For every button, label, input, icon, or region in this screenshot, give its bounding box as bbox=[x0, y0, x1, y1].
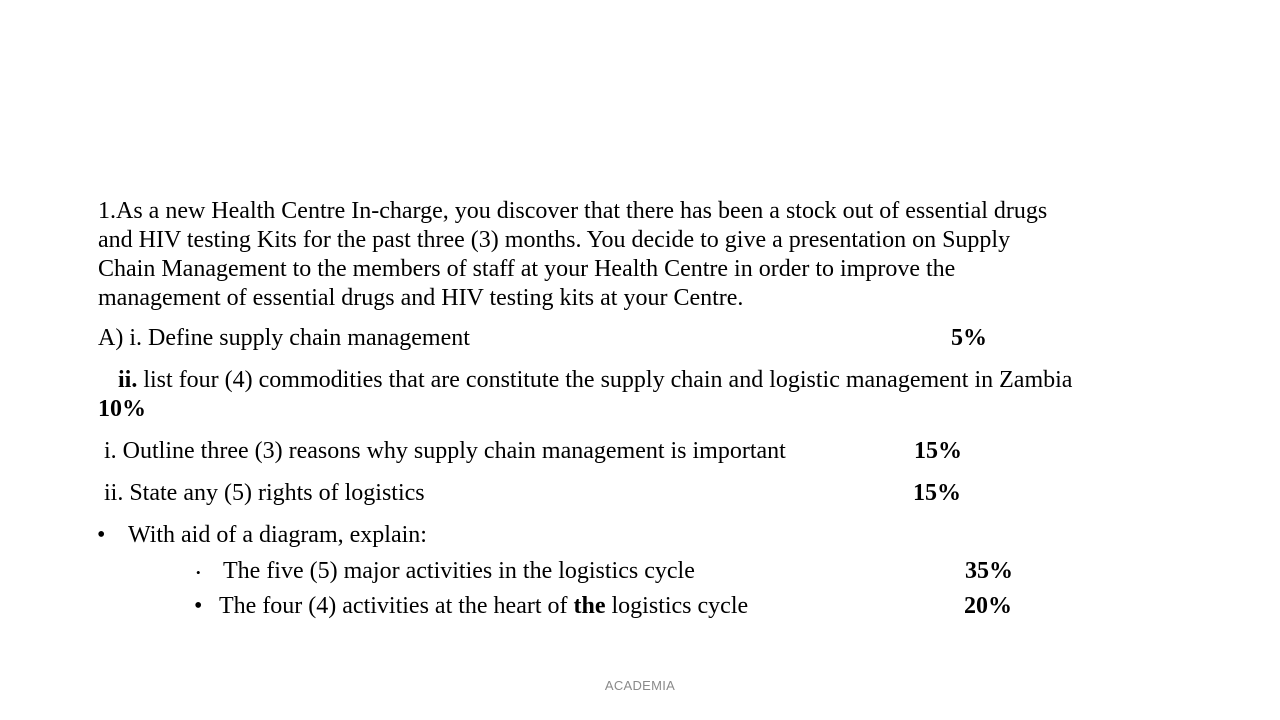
question-intro bbox=[98, 197, 1178, 313]
question-b-i-marks: 15% bbox=[914, 438, 962, 464]
intro-line: management of essential drugs and HIV testing kits at your Centre. bbox=[98, 285, 744, 311]
intro-line: Chain Management to the members of staff at your Health Centre in order to improve the bbox=[98, 256, 956, 282]
bullet: • bbox=[194, 593, 203, 619]
question-c-sub-2-bold: the bbox=[573, 593, 606, 619]
question-c-sub-2-marks: 20% bbox=[964, 593, 1012, 619]
question-b-ii-marks: 15% bbox=[913, 480, 961, 506]
question-b-i: i. Outline three (3) reasons why supply chain management is important bbox=[104, 438, 786, 464]
question-a-i-marks: 5% bbox=[951, 325, 987, 351]
intro-line: 1.As a new Health Centre In-charge, you discover that there has been a stock out of essential drugs bbox=[98, 198, 1048, 224]
watermark: ACADEMIA bbox=[604, 678, 676, 693]
bullet: • bbox=[97, 522, 106, 548]
question-c-sub-1-marks: 35% bbox=[965, 558, 1013, 584]
question-a-ii-marks: 10% bbox=[98, 396, 146, 422]
question-a-ii-text: list four (4) commodities that are constitute the supply chain and logistic management in Zambia bbox=[137, 367, 1073, 393]
question-a-ii-prefix: ii. bbox=[118, 367, 138, 393]
question-c-sub-2 bbox=[219, 592, 748, 621]
question-a-ii bbox=[118, 366, 1072, 395]
question-c-sub-2-after: logistics cycle bbox=[605, 593, 749, 619]
question-c-sub-1: The five (5) major activities in the logistics cycle bbox=[223, 558, 695, 584]
question-a-i: A) i. Define supply chain management bbox=[98, 325, 470, 351]
intro-line: and HIV testing Kits for the past three (3) months. You decide to give a presentation on Supply bbox=[98, 227, 1011, 253]
question-c-sub-2-before: The four (4) activities at the heart of bbox=[219, 593, 574, 619]
bullet: • bbox=[196, 565, 201, 580]
question-c: With aid of a diagram, explain: bbox=[128, 522, 427, 548]
question-b-ii: ii. State any (5) rights of logistics bbox=[104, 480, 425, 506]
